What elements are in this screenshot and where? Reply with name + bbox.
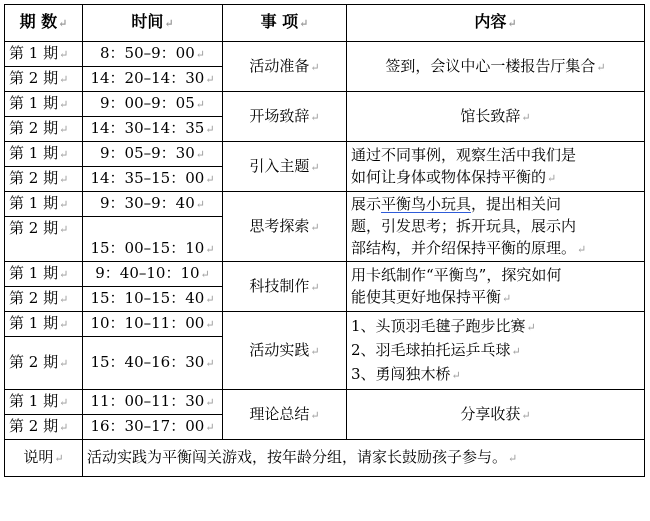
return-mark-icon: ↵ [54,452,64,465]
return-mark-icon: ↵ [59,223,69,236]
return-mark-icon: ↵ [577,242,587,256]
time-cell: 15：10–15：40↵ [83,287,223,312]
content-line: 展示平衡鸟小玩具，提出相关问 [351,194,562,213]
item-cell: 引入主题↵ [223,142,347,192]
table-row [5,312,645,337]
item-cell: 活动实践↵ [223,312,347,390]
return-mark-icon: ↵ [205,123,215,136]
underlined-text: 平衡鸟小玩具 [381,194,472,213]
return-mark-icon: ↵ [310,408,320,422]
return-mark-icon: ↵ [200,268,210,281]
content-cell: 馆长致辞↵ [347,92,645,142]
period-cell: 第 2 期↵ [5,287,83,312]
return-mark-icon: ↵ [59,73,69,86]
schedule-document [4,4,645,477]
period-cell: 第 1 期↵ [5,262,83,287]
return-mark-icon: ↵ [59,173,69,186]
return-mark-icon: ↵ [526,320,536,334]
schedule-table [4,4,645,477]
time-cell: 14：30–14：35↵ [83,117,223,142]
return-mark-icon: ↵ [547,171,557,185]
period-cell: 第 1 期↵ [5,42,83,67]
return-mark-icon: ↵ [205,73,215,86]
item-cell: 理论总结↵ [223,390,347,440]
return-mark-icon: ↵ [310,160,320,174]
return-mark-icon: ↵ [59,293,69,306]
return-mark-icon: ↵ [59,318,69,331]
header-period: 期 数↵ [5,5,83,42]
return-mark-icon: ↵ [59,48,69,61]
content-line: 能使其更好地保持平衡↵ [351,287,512,306]
content-line: 3、勇闯独木桥↵ [351,364,461,383]
return-mark-icon: ↵ [59,357,69,370]
content-line: 部结构，并介绍保持平衡的原理。↵ [351,238,587,257]
content-cell [347,192,645,262]
return-mark-icon: ↵ [508,452,518,465]
return-mark-icon: ↵ [59,268,69,281]
note-row [5,440,645,477]
return-mark-icon: ↵ [596,60,606,74]
time-cell: 8：50–9：00↵ [83,42,223,67]
note-label: 说明↵ [5,440,83,477]
table-row [5,92,645,117]
return-mark-icon: ↵ [205,173,215,186]
content-cell: 分享收获↵ [347,390,645,440]
table-row [5,262,645,287]
period-cell: 第 2 期↵ [5,67,83,92]
time-cell: 10：10–11：00↵ [83,312,223,337]
return-mark-icon: ↵ [299,17,309,30]
return-mark-icon: ↵ [59,198,69,211]
return-mark-icon: ↵ [521,110,531,124]
item-cell: 思考探索↵ [223,192,347,262]
return-mark-icon: ↵ [521,408,531,422]
header-row [5,5,645,42]
return-mark-icon: ↵ [59,98,69,111]
return-mark-icon: ↵ [205,396,215,409]
return-mark-icon: ↵ [195,48,205,61]
content-cell [347,312,645,390]
period-cell: 第 2 期↵ [5,337,83,390]
period-cell: 第 1 期↵ [5,142,83,167]
return-mark-icon: ↵ [205,293,215,306]
return-mark-icon: ↵ [164,17,174,30]
period-cell: 第 1 期↵ [5,192,83,217]
content-cell [347,262,645,312]
time-cell: 11：00–11：30↵ [83,390,223,415]
return-mark-icon: ↵ [310,110,320,124]
return-mark-icon: ↵ [310,220,320,234]
return-mark-icon: ↵ [195,148,205,161]
return-mark-icon: ↵ [195,98,205,111]
content-line: 1、头顶羽毛毽子跑步比赛↵ [351,316,536,335]
period-cell: 第 2 期↵ [5,117,83,142]
period-cell: 第 2 期↵ [5,167,83,192]
content-cell: 签到，会议中心一楼报告厅集合↵ [347,42,645,92]
return-mark-icon: ↵ [502,291,512,305]
content-line: 题，引发思考；拆开玩具，展示内 [351,216,577,235]
time-cell: 15：00–15：10↵ [83,217,223,262]
item-cell: 活动准备↵ [223,42,347,92]
table-row [5,390,645,415]
time-cell: 9：40–10：10↵ [83,262,223,287]
period-cell: 第 1 期↵ [5,312,83,337]
return-mark-icon: ↵ [310,344,320,358]
return-mark-icon: ↵ [205,318,215,331]
item-cell: 科技制作↵ [223,262,347,312]
return-mark-icon: ↵ [205,243,215,256]
return-mark-icon: ↵ [507,17,517,30]
period-cell: 第 1 期↵ [5,92,83,117]
return-mark-icon: ↵ [59,396,69,409]
header-item: 事 项↵ [223,5,347,42]
period-cell: 第 1 期↵ [5,390,83,415]
table-row [5,142,645,167]
time-cell: 16：30–17：00↵ [83,415,223,440]
header-time: 时间↵ [83,5,223,42]
return-mark-icon: ↵ [511,344,521,358]
time-cell: 14：35–15：00↵ [83,167,223,192]
return-mark-icon: ↵ [59,148,69,161]
return-mark-icon: ↵ [59,123,69,136]
period-cell: 第 2 期↵ [5,217,83,262]
time-cell: 9：30–9：40↵ [83,192,223,217]
return-mark-icon: ↵ [310,280,320,294]
time-cell: 9：00–9：05↵ [83,92,223,117]
time-cell: 15：40–16：30↵ [83,337,223,390]
return-mark-icon: ↵ [205,421,215,434]
note-text: 活动实践为平衡闯关游戏，按年龄分组，请家长鼓励孩子参与。↵ [83,440,645,477]
period-cell: 第 2 期↵ [5,415,83,440]
return-mark-icon: ↵ [195,198,205,211]
item-cell: 开场致辞↵ [223,92,347,142]
return-mark-icon: ↵ [58,17,68,30]
content-line: 如何让身体或物体保持平衡的↵ [351,167,557,186]
header-content: 内容↵ [347,5,645,42]
content-cell [347,142,645,192]
return-mark-icon: ↵ [205,357,215,370]
content-line: 用卡纸制作“平衡鸟”，探究如何 [351,265,562,284]
return-mark-icon: ↵ [59,421,69,434]
time-cell: 9：05–9：30↵ [83,142,223,167]
return-mark-icon: ↵ [310,60,320,74]
table-row [5,192,645,217]
content-line: 通过不同事例，观察生活中我们是 [351,145,577,164]
table-row [5,42,645,67]
time-cell: 14：20–14：30↵ [83,67,223,92]
return-mark-icon: ↵ [451,368,461,382]
content-line: 2、羽毛球拍托运乒乓球↵ [351,340,521,359]
